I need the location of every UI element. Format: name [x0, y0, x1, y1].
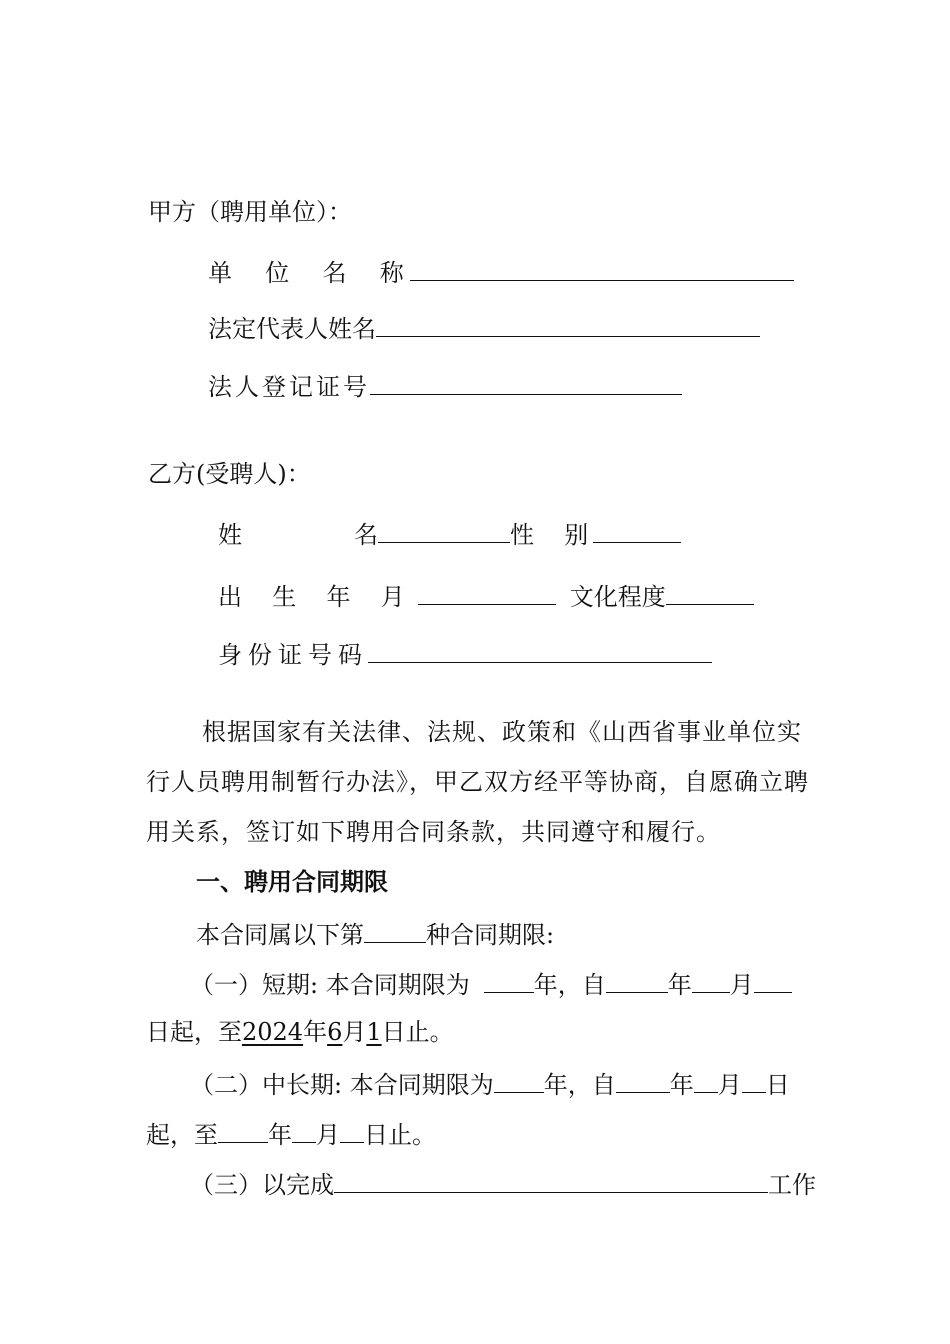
short-text-d: 月 [729, 971, 754, 999]
gender-label: 性 别 [510, 521, 594, 549]
term-choice-row [196, 916, 554, 951]
short-text-c: 年 [667, 971, 692, 999]
mid-end-month-field[interactable] [292, 1116, 316, 1143]
task-term-label: （三）以完成 [190, 1171, 334, 1199]
intro-line-2: 行人员聘用制暂行办法》，甲乙双方经平等协商，自愿确立聘 [146, 768, 809, 796]
short-term-label: （一）短期: 本合同期限为 [190, 971, 470, 999]
mid-start-day-field[interactable] [742, 1066, 766, 1093]
unit-name-label: 单 位 名 称 [208, 259, 410, 287]
mid-end-year-field[interactable] [218, 1116, 268, 1143]
reg-no-label: 法人登记证号 [208, 373, 370, 401]
short-end-month[interactable]: 6 [327, 1018, 343, 1046]
short-text-e: 日起，至 [146, 1018, 242, 1046]
birth-label: 出 生 年 月 [218, 583, 410, 611]
reg-no-field[interactable] [370, 368, 682, 395]
id-label: 身份证号码 [218, 641, 368, 669]
term-choice-label-a: 本合同属以下第 [196, 921, 364, 949]
intro-line-3: 用关系，签订如下聘用合同条款，共同遵守和履行。 [146, 818, 721, 846]
mid-years-field[interactable] [494, 1066, 544, 1093]
mid-term-label: （二）中长期: 本合同期限为 [190, 1071, 494, 1099]
mid-term-row [190, 1066, 790, 1101]
short-end-year[interactable]: 2024 [242, 1018, 304, 1046]
task-term-text-b: 工作 [768, 1171, 816, 1199]
mid-text-b: 年，自 [543, 1071, 616, 1099]
name-label-2: 名 [354, 521, 378, 549]
unit-name-row [208, 254, 794, 289]
short-start-month-field[interactable] [692, 966, 730, 993]
section-1-title: 一、聘用合同期限 [196, 868, 388, 896]
intro-line-1: 根据国家有关法律、法规、政策和《山西省事业单位实 [202, 718, 802, 746]
name-field[interactable] [378, 516, 510, 543]
education-field[interactable] [666, 578, 754, 605]
short-text-g: 月 [342, 1018, 367, 1046]
name-label-1: 姓 [218, 521, 242, 549]
short-start-year-field[interactable] [606, 966, 668, 993]
education-label: 文化程度 [569, 583, 666, 611]
short-start-day-field[interactable] [754, 966, 792, 993]
mid-start-year-field[interactable] [616, 1066, 670, 1093]
party-a-heading: 甲方（聘用单位）： [148, 198, 352, 226]
term-choice-field[interactable] [364, 916, 426, 943]
task-term-row [190, 1166, 816, 1201]
short-text-h: 日止。 [381, 1018, 454, 1046]
legal-rep-label: 法定代表人姓名 [208, 315, 376, 343]
mid-end-day-field[interactable] [340, 1116, 364, 1143]
mid-text-f: 起，至 [146, 1121, 218, 1149]
name-gender-row [218, 516, 681, 551]
mid-text-i: 日止。 [364, 1121, 436, 1149]
mid-text-g: 年 [268, 1121, 292, 1149]
mid-text-e: 日 [765, 1071, 790, 1099]
birth-education-row [218, 578, 754, 613]
legal-rep-row [208, 310, 760, 345]
short-text-f: 年 [303, 1018, 328, 1046]
short-years-field[interactable] [484, 966, 534, 993]
short-end-day[interactable]: 1 [366, 1018, 382, 1046]
short-term-end-row [146, 1016, 454, 1048]
mid-start-month-field[interactable] [694, 1066, 718, 1093]
gender-field[interactable] [593, 516, 681, 543]
id-field[interactable] [368, 636, 712, 663]
short-term-row [190, 966, 792, 1001]
term-choice-label-b: 种合同期限: [426, 921, 555, 949]
mid-text-d: 月 [717, 1071, 742, 1099]
birth-field[interactable] [418, 578, 556, 605]
id-row [218, 636, 712, 671]
party-b-heading: 乙方(受聘人)： [148, 460, 311, 488]
mid-term-end-row [146, 1116, 436, 1151]
short-text-b: 年，自 [533, 971, 606, 999]
mid-text-h: 月 [316, 1121, 340, 1149]
legal-rep-field[interactable] [376, 310, 760, 337]
task-field[interactable] [334, 1166, 768, 1193]
unit-name-field[interactable] [410, 254, 794, 281]
reg-no-row [208, 368, 682, 403]
mid-text-c: 年 [669, 1071, 694, 1099]
